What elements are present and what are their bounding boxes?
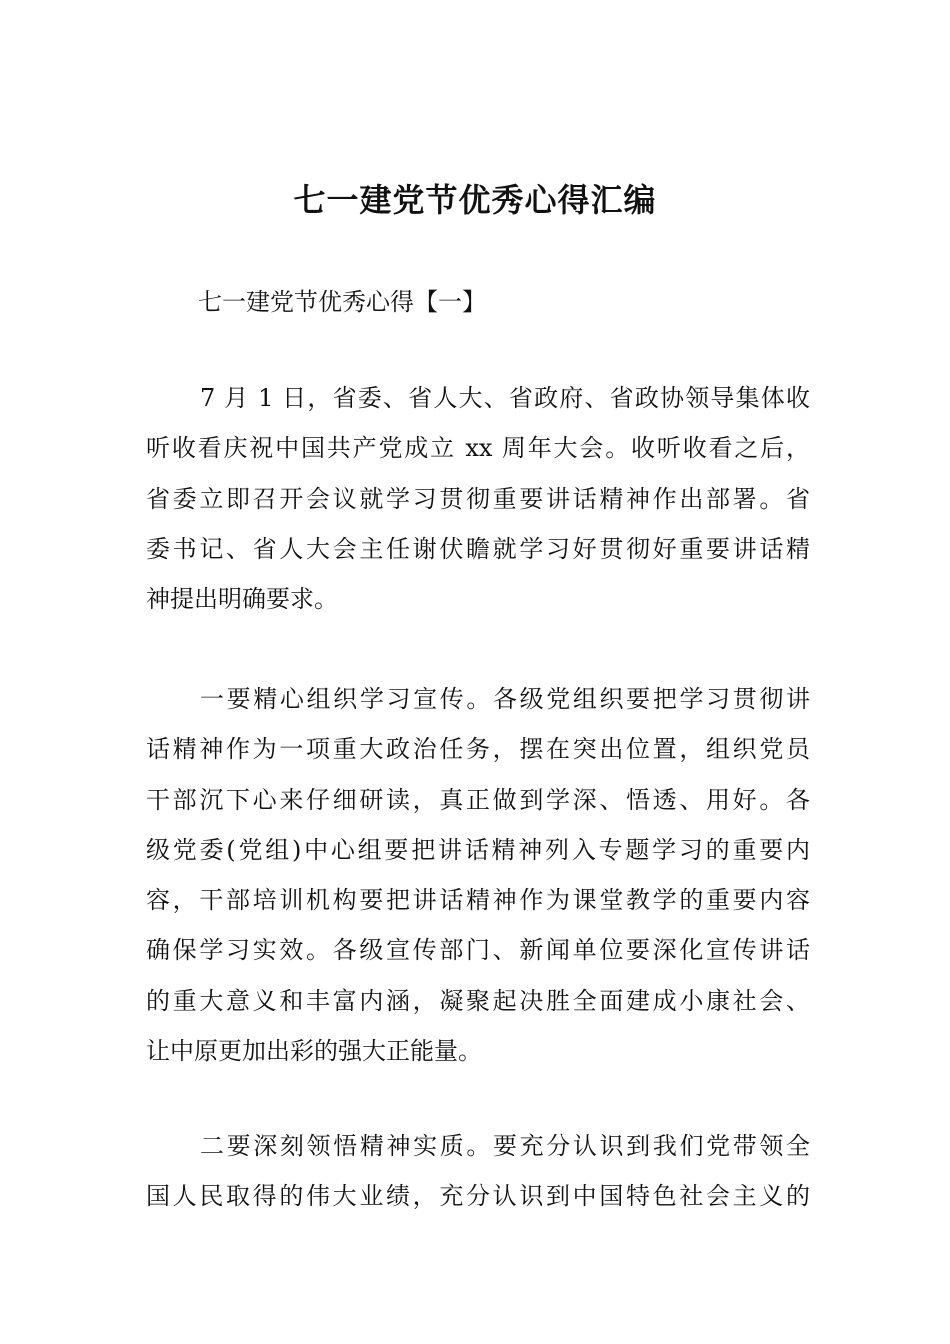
paragraph-line: 省委立即召开会议就学习贯彻重要讲话精神作出部署。省 [146, 484, 810, 513]
paragraph-line: 二要深刻领悟精神实质。要充分认识到我们党带领全 [200, 1132, 810, 1160]
paragraph-1 [146, 373, 810, 624]
paragraph-line: 让中原更加出彩的强大正能量。 [146, 1037, 482, 1066]
paragraph-line: 话精神作为一项重大政治任务，摆在突出位置，组织党员 [146, 735, 810, 764]
paragraph-2 [146, 674, 810, 1076]
paragraph-line: 一要精心组织学习宣传。各级党组织要把学习贯彻讲 [200, 685, 810, 713]
paragraph-line: 神提出明确要求。 [146, 585, 338, 614]
paragraph-line: 国人民取得的伟大业绩，充分认识到中国特色社会主义的 [146, 1182, 810, 1211]
document-title: 七一建党节优秀心得汇编 [293, 181, 657, 219]
paragraph-line: 级党委(党组)中心组要把讲话精神列入专题学习的重要内 [146, 835, 810, 864]
paragraph-3 [146, 1121, 810, 1222]
paragraph-line: 确保学习实效。各级宣传部门、新闻单位要深化宣传讲话 [146, 936, 810, 965]
paragraph-line: 的重大意义和丰富内涵，凝聚起决胜全面建成小康社会、 [146, 986, 810, 1015]
paragraph-line: 7 月 1 日，省委、省人大、省政府、省政协领导集体收 [200, 384, 810, 412]
paragraph-line: 听收看庆祝中国共产党成立 xx 周年大会。收听收看之后， [146, 434, 810, 463]
paragraph-line: 容，干部培训机构要把讲话精神作为课堂教学的重要内容 [146, 886, 810, 915]
paragraph-line: 委书记、省人大会主任谢伏瞻就学习好贯彻好重要讲话精 [146, 534, 810, 563]
paragraph-line: 干部沉下心来仔细研读，真正做到学深、悟透、用好。各 [146, 785, 810, 814]
section-heading: 七一建党节优秀心得【一】 [198, 288, 486, 316]
